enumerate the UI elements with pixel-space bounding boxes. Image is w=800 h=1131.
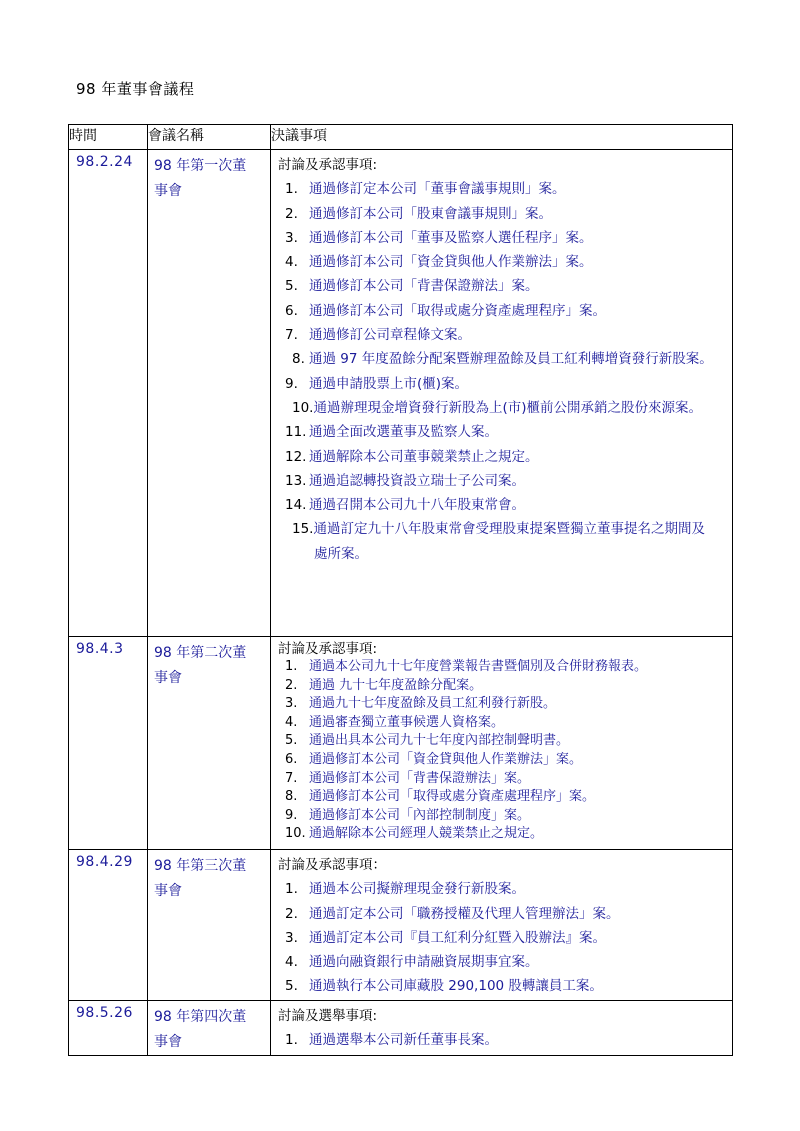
list-item [278, 974, 732, 998]
list-item [278, 202, 732, 226]
list-item [278, 250, 732, 274]
list-item [278, 420, 732, 444]
item-text: 通過追認轉投資設立瑞士子公司案。 [309, 472, 525, 489]
item-number: 3. [285, 929, 298, 946]
meeting-name-line: 98 年第四次董 [154, 1009, 247, 1025]
item-number: 12. [285, 448, 307, 465]
item-number: 10. [285, 826, 306, 842]
list-item [278, 1028, 732, 1052]
item-text: 通過 九十七年度盈餘分配案。 [309, 677, 483, 693]
list-item [278, 695, 732, 714]
meeting-date: 98.4.29 [69, 850, 148, 1001]
item-text: 通過全面改選董事及監察人案。 [309, 424, 498, 441]
item-text: 通過訂定本公司『員工紅利分紅暨入股辦法』案。 [309, 929, 606, 946]
list-item [278, 323, 732, 347]
resolutions-heading: 討論及承認事項： [278, 857, 386, 873]
item-text: 通過修訂本公司「董事及監察人選任程序」案。 [309, 229, 593, 246]
meeting-name-line: 事會 [154, 183, 182, 199]
table-row [69, 850, 733, 1001]
item-text: 通過申請股票上市(櫃)案。 [309, 375, 469, 392]
meeting-date: 98.2.24 [69, 150, 148, 637]
meeting-name-line: 98 年第一次董 [154, 158, 247, 174]
item-text: 通過召開本公司九十八年股東常會。 [309, 497, 525, 514]
item-number: 7. [285, 327, 298, 344]
item-number: 2. [285, 905, 298, 922]
item-text: 通過本公司擬辦理現金發行新股案。 [309, 881, 525, 898]
list-item [278, 396, 732, 420]
item-text: 通過辦理現金增資發行新股為上(市)櫃前公開承銷之股份來源案。 [313, 399, 703, 416]
item-number: 9. [285, 807, 298, 823]
header-meeting: 會議名稱 [148, 125, 271, 150]
item-number: 10. [292, 399, 314, 416]
item-number: 4. [285, 254, 298, 271]
meeting-name-line: 98 年第三次董 [154, 858, 247, 874]
item-number: 11. [285, 424, 307, 441]
item-number: 6. [285, 302, 298, 319]
item-text: 通過修訂本公司「內部控制制度」案。 [309, 807, 531, 823]
item-number: 4. [285, 714, 298, 730]
table-row [69, 1001, 733, 1056]
list-item [278, 788, 732, 807]
item-number: 13. [285, 472, 307, 489]
item-text: 通過修訂公司章程條文案。 [309, 327, 471, 344]
item-text: 通過修訂本公司「資金貸與他人作業辦法」案。 [309, 254, 593, 271]
item-text: 通過本公司九十七年度營業報告書暨個別及合併財務報表。 [309, 659, 648, 674]
item-number: 1. [285, 1032, 298, 1049]
resolutions-cell [271, 637, 733, 850]
meeting-name [148, 150, 271, 637]
resolution-list [278, 877, 732, 998]
page-title: 98 年董事會議程 [76, 80, 195, 98]
item-number: 1. [285, 659, 298, 674]
list-item [278, 299, 732, 323]
item-number: 2. [285, 205, 298, 222]
list-item [278, 274, 732, 298]
item-number: 6. [285, 751, 298, 767]
header-date: 時間 [69, 125, 148, 150]
item-number: 5. [285, 978, 298, 995]
list-item [278, 807, 732, 826]
list-item [278, 226, 732, 250]
list-item [278, 658, 732, 677]
item-number: 1. [285, 881, 298, 898]
list-item [278, 347, 732, 371]
table-row [69, 150, 733, 637]
list-item [278, 177, 732, 201]
meeting-name-line: 事會 [154, 1034, 182, 1050]
meeting-name-line: 事會 [154, 670, 182, 686]
item-number: 8. [292, 351, 305, 368]
item-text: 通過修訂定本公司「董事會議事規則」案。 [309, 181, 566, 198]
meeting-name-line: 98 年第二次董 [154, 645, 247, 661]
item-number: 8. [285, 789, 298, 805]
item-number: 15. [292, 521, 314, 538]
item-number: 3. [285, 696, 298, 712]
meeting-name-line: 事會 [154, 883, 182, 899]
meeting-name [148, 1001, 271, 1056]
resolutions-heading: 討論及選舉事項: [278, 1008, 378, 1024]
resolution-list [278, 177, 732, 566]
item-text: 通過選舉本公司新任董事長案。 [309, 1032, 498, 1049]
resolutions-cell [271, 850, 733, 1001]
item-number: 14. [285, 497, 307, 514]
header-resolutions: 決議事項 [271, 125, 733, 150]
agenda-table [68, 124, 733, 1056]
item-text: 通過修訂本公司「背書保證辦法」案。 [309, 278, 539, 295]
meeting-date: 98.4.3 [69, 637, 148, 850]
item-text: 通過執行本公司庫藏股 290,100 股轉讓員工案。 [309, 978, 603, 995]
list-item [278, 825, 732, 844]
item-number: 4. [285, 954, 298, 971]
list-item [278, 950, 732, 974]
item-number: 9. [285, 375, 298, 392]
list-item [278, 926, 732, 950]
item-text: 通過訂定本公司「職務授權及代理人管理辦法」案。 [309, 905, 620, 922]
item-number: 5. [285, 733, 298, 749]
meeting-date: 98.5.26 [69, 1001, 148, 1056]
list-item [278, 517, 732, 541]
list-item [278, 732, 732, 751]
item-text: 通過解除本公司董事競業禁止之規定。 [309, 448, 539, 465]
list-item [278, 770, 732, 789]
meeting-name [148, 637, 271, 850]
list-item [278, 902, 732, 926]
item-text: 通過修訂本公司「資金貸與他人作業辦法」案。 [309, 751, 583, 767]
item-text: 通過修訂本公司「取得或處分資產處理程序」案。 [309, 789, 596, 805]
item-text: 通過出具本公司九十七年度內部控制聲明書。 [309, 733, 570, 749]
item-text: 通過向融資銀行申請融資展期事宜案。 [309, 954, 539, 971]
item-number: 2. [285, 677, 298, 693]
resolutions-cell [271, 1001, 733, 1056]
item-number: 7. [285, 770, 298, 786]
resolutions-heading: 討論及承認事項: [278, 641, 378, 657]
item-text: 通過審查獨立董事候選人資格案。 [309, 714, 505, 730]
item-text: 通過 97 年度盈餘分配案暨辦理盈餘及員工紅利轉增資發行新股案。 [309, 351, 713, 368]
resolution-list [278, 658, 732, 844]
list-item [278, 877, 732, 901]
item-text: 通過訂定九十八年股東常會受理股東提案暨獨立董事提名之期間及 [313, 521, 705, 538]
list-item [278, 372, 732, 396]
item-text: 通過九十七年度盈餘及員工紅利發行新股。 [309, 696, 557, 712]
list-item [278, 493, 732, 517]
meeting-name [148, 850, 271, 1001]
item-text: 通過解除本公司經理人競業禁止之規定。 [309, 826, 544, 842]
list-item [278, 677, 732, 696]
resolution-list [278, 1028, 732, 1052]
item-text: 通過修訂本公司「股東會議事規則」案。 [309, 205, 552, 222]
list-item-continuation: 處所案。 [314, 545, 368, 562]
item-number: 1. [285, 181, 298, 198]
list-item [278, 469, 732, 493]
resolutions-cell [271, 150, 733, 637]
table-header-row [69, 125, 733, 150]
list-item [278, 445, 732, 469]
table-row [69, 637, 733, 850]
list-item [278, 714, 732, 733]
item-text: 通過修訂本公司「背書保證辦法」案。 [309, 770, 531, 786]
item-number: 3. [285, 229, 298, 246]
list-item [278, 751, 732, 770]
item-text: 通過修訂本公司「取得或處分資產處理程序」案。 [309, 302, 606, 319]
item-number: 5. [285, 278, 298, 295]
resolutions-heading: 討論及承認事項: [278, 157, 378, 173]
